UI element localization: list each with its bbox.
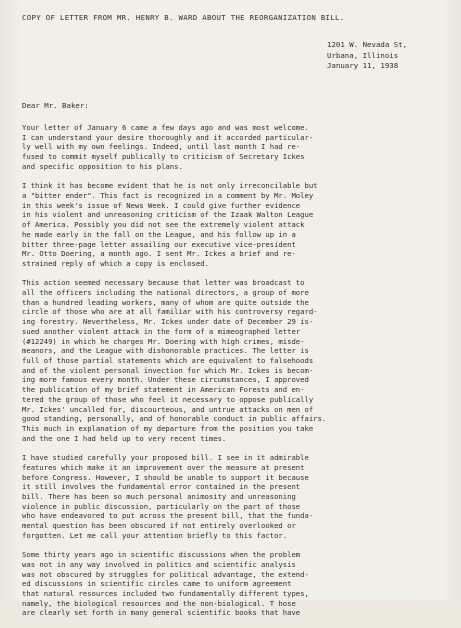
text-line: he made early in the fall on the League, and his follow up in a <box>22 229 296 239</box>
text-line: ly well with my own feelings. Indeed, until last month I had re- <box>22 142 301 152</box>
text-line: mental question has been obscured if not entirely overlooked or <box>22 521 296 531</box>
text-line: violence in public discussion, particularly on the part of those <box>22 501 301 511</box>
text-line: full of those partial statements which are equivalent to falsehoods <box>22 356 314 365</box>
text-line: meanors, and the League with dishonorable practices. The letter is <box>22 346 309 356</box>
text-line: the publication of my brief statement in American Forests and en- <box>22 385 305 395</box>
address-city: Urbana, Illinois <box>327 50 399 60</box>
address-street: 1201 W. Nevada St, <box>327 40 408 49</box>
text-line: fused to commit myself publically to criticism of Secretary Ickes <box>22 152 305 162</box>
paragraph <box>22 453 442 540</box>
text-line: (#12249) in which he charges Mr. Doering with high crimes, misde- <box>22 336 305 346</box>
text-line: ed discussions in scientific circles came to uniform agreement <box>22 579 292 589</box>
text-line: ing forestry. Nevertheless, Mr. Ickes under date of December 29 is- <box>22 317 314 327</box>
paragraph <box>22 123 442 172</box>
document-heading: COPY OF LETTER FROM MR. HENRY B. WARD ABOUT THE REORGANIZATION BILL. <box>22 13 345 22</box>
text-line: Your letter of January 6 came a few days ago and was most welcome. <box>22 123 309 132</box>
text-line: sued another violent attack in the form of a mimeographed letter <box>22 326 301 336</box>
text-line: who have endeavored to put across the present bill, that the funda- <box>22 511 314 521</box>
text-line: strained reply of which a copy is enclosed. <box>22 258 209 268</box>
text-line: namely, the biological resources and the non-biological. T hose <box>22 598 296 608</box>
text-line: tered the group of those who feel it necessary to oppose publically <box>22 394 314 404</box>
text-line: I can understand your desire thoroughly and it accorded particular- <box>22 132 314 142</box>
text-line: good standing, personally, and of honorable conduct in public affairs. <box>22 414 327 424</box>
text-line: before Congress. However, I should be unable to support it because <box>22 472 309 482</box>
letter-date: January 11, 1938 <box>327 61 399 71</box>
text-line: ing more famous every month. Under these circumstances, I approved <box>22 375 309 385</box>
text-line: features which make it an improvement over the measure at present <box>22 462 305 472</box>
text-line: in his violent and unreasoning criticism of the Izaak Walton League <box>22 210 314 220</box>
text-line: Mr. Ickes' uncalled for, discourteous, and untrue attacks on men of <box>22 404 314 414</box>
text-line: was not in any way involved in politics and scientific analysis <box>22 559 296 569</box>
text-line: I have studied carefully your proposed bill. I see in it admirable <box>22 453 309 463</box>
text-line: This much in explanation of my departure from the position you take <box>22 424 314 434</box>
text-line: are clearly set forth in many general scientific books that have <box>22 608 301 618</box>
text-line: than a hundred leading workers, many of whom are quite outside the <box>22 297 309 307</box>
text-line: that natural resources included two fundamentally different types, <box>22 589 309 598</box>
paragraph <box>22 550 442 618</box>
text-line: it still involves the fundamental error contained in the present <box>22 482 301 492</box>
text-line: all the officers including the national directors, a group of more <box>22 287 309 297</box>
paragraph <box>22 181 442 268</box>
sender-address <box>327 40 407 72</box>
text-line: and the one I had held up to very recent times. <box>22 433 227 443</box>
text-line: forgotten. Let me call your attention briefly to this factor. <box>22 530 288 540</box>
text-line: Mr. Otto Doering, a month ago. I sent Mr. Ickes a brief and re- <box>22 249 296 259</box>
text-line: bill. There has been so much personal animosity and unreasoning <box>22 491 296 501</box>
text-line: bitter three-page letter assailing our executive vice-president <box>22 239 296 249</box>
paragraph <box>22 278 442 443</box>
text-line: This action seemed necessary because that letter was broadcast to <box>22 278 305 288</box>
text-line: was not obscured by struggles for political advantage, the extend- <box>22 569 309 579</box>
text-line: Some thirty years ago in scientific discussions when the problem <box>22 550 301 560</box>
text-line: circle of those who are at all familiar with his controversy regard- <box>22 307 318 317</box>
text-line: and specific opposition to his plans. <box>22 161 183 171</box>
text-line: and of the violent personal invection for which Mr. Ickes is becom- <box>22 365 314 375</box>
letter-body <box>22 123 442 628</box>
salutation: Dear Mr. Baker: <box>22 101 89 110</box>
text-line: I think it has become evident that he is not only irreconcilable but <box>22 181 318 191</box>
text-line: a "bitter ender". This fact is recognized in a comment by Mr. Moley <box>22 190 314 200</box>
text-line: in this week's issue of News Week. I could give further evidence <box>22 200 301 210</box>
text-line: of America. Possibly you did not see the extremely violent attack <box>22 220 305 230</box>
